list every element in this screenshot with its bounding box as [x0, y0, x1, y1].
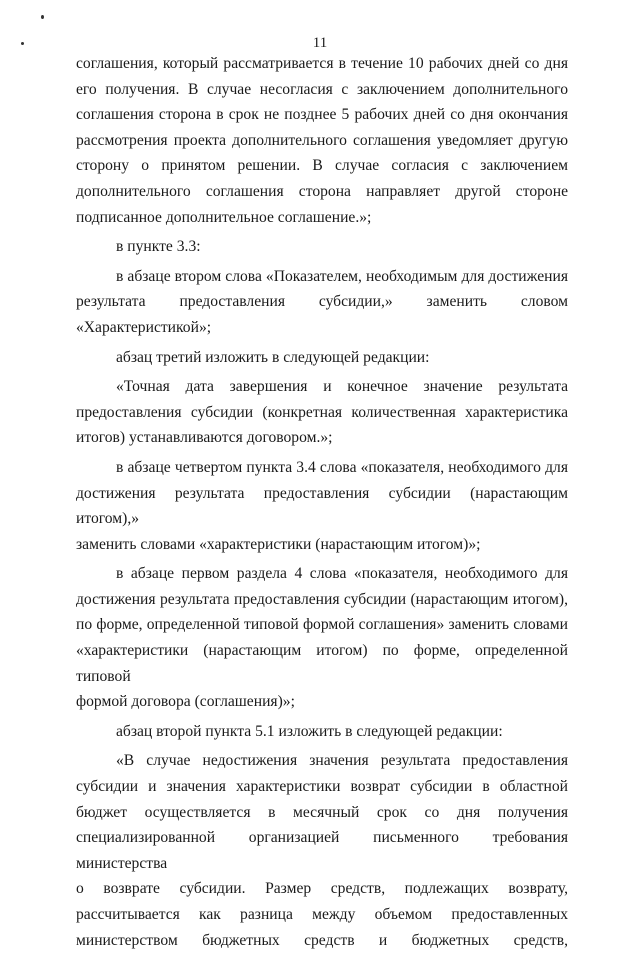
text-line: в абзаце четвертом пункта 3.4 слова «показателя, необходимого для: [116, 458, 568, 476]
document-body: [76, 51, 568, 953]
text-line: рассчитывается как разница между объемом предоставленных: [76, 906, 568, 923]
text-line: абзац второй пункта 5.1 изложить в следующей редакции:: [116, 722, 503, 740]
text-line: заменить словами «характеристики (нарастающим итогом)»;: [76, 535, 481, 553]
text-line: достижения результата предоставления субсидии (нарастающим итогом),: [76, 590, 568, 608]
text-line: «В случае недостижения значения результата предоставления: [116, 752, 568, 770]
text-line: «Точная дата завершения и конечное значение результата: [116, 378, 568, 396]
text-line: в абзаце втором слова «Показателем, необходимым для достижения: [116, 267, 568, 285]
text-line: «характеристики (нарастающим итогом) по форме, определенной типовой: [76, 642, 568, 685]
text-line: министерством бюджетных средств и бюджетных средств,: [76, 931, 568, 949]
text-line: предоставления субсидии (конкретная количественная характеристика: [76, 403, 568, 421]
text-line: по форме, определенной типовой формой соглашения» заменить словами: [76, 616, 568, 634]
text-line: сторону о принятом решении. В случае согласия с заключением: [76, 157, 568, 175]
text-line: в абзаце первом раздела 4 слова «показателя, необходимого для: [116, 565, 568, 583]
text-line: специализированной организацией письменного требования министерства: [76, 829, 568, 872]
text-line: достижения результата предоставления субсидии (нарастающим итогом),»: [76, 484, 568, 528]
scan-speck: [41, 15, 44, 19]
text-line: в пункте 3.3:: [116, 238, 201, 256]
page-number: 11: [312, 35, 328, 51]
text-line: о возврате субсидии. Размер средств, подлежащих возврату,: [76, 880, 568, 898]
text-line: субсидии и значения характеристики возврат субсидии в областной: [76, 778, 568, 796]
text-line: соглашения, который рассматривается в течение 10 рабочих дней со дня: [76, 55, 568, 72]
text-line: формой договора (соглашения)»;: [76, 693, 295, 711]
text-line: результата предоставления субсидии,» заменить словом: [76, 293, 568, 311]
text-line: рассмотрения проекта дополнительного соглашения уведомляет другую: [76, 131, 568, 149]
text-line: «Характеристикой»;: [76, 318, 212, 336]
text-line: подписанное дополнительное соглашение.»;: [76, 208, 372, 226]
text-line: итогов) устанавливаются договором.»;: [76, 429, 333, 447]
text-line: дополнительного соглашения сторона направляет другой стороне: [76, 182, 568, 200]
text-line: бюджет осуществляется в месячный срок со дня получения: [76, 803, 568, 821]
text-line: абзац третий изложить в следующей редакции:: [116, 348, 430, 366]
text-line: соглашения сторона в срок не позднее 5 рабочих дней со дня окончания: [76, 106, 568, 124]
text-line: его получения. В случае несогласия с заключением дополнительного: [76, 80, 568, 98]
